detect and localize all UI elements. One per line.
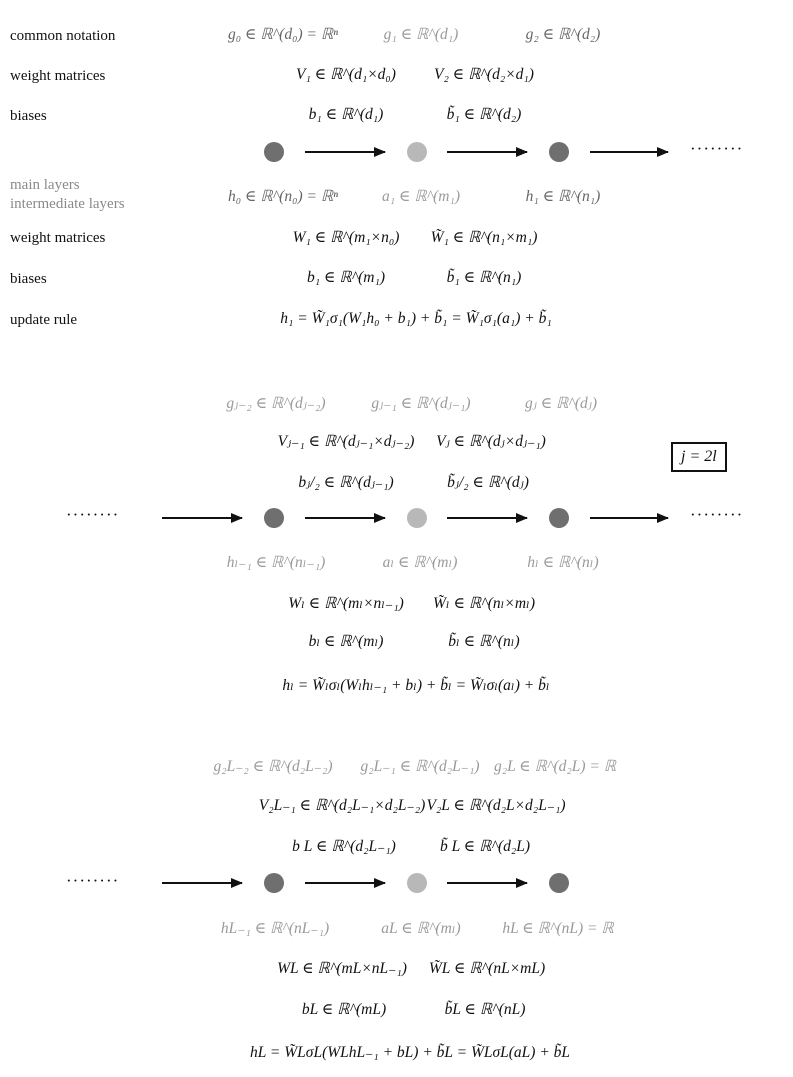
label-biases-2: biases bbox=[10, 271, 47, 287]
s3-h-L: hL ∈ ℝ^(nL) = ℝ bbox=[502, 920, 614, 937]
s1-h0: h₀ ∈ ℝ^(n₀) = ℝⁿ bbox=[227, 188, 339, 205]
s1-b1-tilde: b̃₁ ∈ ℝ^(d₂) bbox=[446, 106, 522, 123]
s3-a-L: aL ∈ ℝ^(mₗ) bbox=[381, 920, 461, 937]
s3-b-L-tilde-n: b̃L ∈ ℝ^(nL) bbox=[444, 1001, 526, 1018]
s2-h-lm1: hₗ₋₁ ∈ ℝ^(nₗ₋₁) bbox=[226, 554, 326, 571]
s2-w-l-tilde: W̃ₗ ∈ ℝ^(nₗ×mₗ) bbox=[433, 595, 535, 612]
label-intermediate-layers: intermediate layers bbox=[10, 196, 125, 212]
s3-b-L-m: bL ∈ ℝ^(mL) bbox=[301, 1001, 387, 1018]
s2-b-l: bₗ ∈ ℝ^(mₗ) bbox=[308, 633, 384, 650]
ellipsis-left-3: ········ bbox=[66, 871, 120, 890]
s3-g-2lm2: g₂L₋₂ ∈ ℝ^(d₂L₋₂) bbox=[213, 758, 333, 775]
s3-g-2l: g₂L ∈ ℝ^(d₂L) = ℝ bbox=[493, 758, 617, 775]
label-weight-matrices-1: weight matrices bbox=[10, 68, 106, 84]
label-update-rule: update rule bbox=[10, 312, 78, 328]
s1-w1: W₁ ∈ ℝ^(m₁×n₀) bbox=[292, 229, 400, 246]
node-main-3a bbox=[264, 873, 284, 893]
s2-b-l-tilde: b̃ₗ ∈ ℝ^(nₗ) bbox=[448, 633, 520, 650]
label-biases-1: biases bbox=[10, 108, 47, 124]
node-main-1a bbox=[264, 142, 284, 162]
s1-b1: b₁ ∈ ℝ^(d₁) bbox=[308, 106, 384, 123]
s1-a1: a₁ ∈ ℝ^(m₁) bbox=[381, 188, 461, 205]
s3-v-2lm1: V₂L₋₁ ∈ ℝ^(d₂L₋₁×d₂L₋₂) bbox=[258, 797, 426, 814]
s2-v-j: Vⱼ ∈ ℝ^(dⱼ×dⱼ₋₁) bbox=[436, 433, 546, 450]
s2-h-l: hₗ ∈ ℝ^(nₗ) bbox=[527, 554, 599, 571]
s3-v-2l: V₂L ∈ ℝ^(d₂L×d₂L₋₁) bbox=[426, 797, 566, 814]
node-main-3b bbox=[549, 873, 569, 893]
node-main-2a bbox=[264, 508, 284, 528]
j-equals-2l-box: j = 2l bbox=[671, 442, 727, 472]
ellipsis-left-2: ········ bbox=[66, 505, 120, 524]
s2-g-j: gⱼ ∈ ℝ^(dⱼ) bbox=[524, 395, 598, 412]
node-intermediate-1 bbox=[407, 142, 427, 162]
s2-a-l: aₗ ∈ ℝ^(mₗ) bbox=[382, 554, 458, 571]
s1-update-rule: h₁ = W̃₁σ₁(W₁h₀ + b₁) + b̃₁ = W̃₁σ₁(a₁) + b̃₁ bbox=[280, 310, 552, 327]
s2-v-jm1: Vⱼ₋₁ ∈ ℝ^(dⱼ₋₁×dⱼ₋₂) bbox=[277, 433, 415, 450]
s1-g1: g₁ ∈ ℝ^(d₁) bbox=[383, 26, 459, 43]
s1-w1-tilde: W̃₁ ∈ ℝ^(n₁×m₁) bbox=[430, 229, 538, 246]
node-main-2b bbox=[549, 508, 569, 528]
node-intermediate-2 bbox=[407, 508, 427, 528]
s1-g2: g₂ ∈ ℝ^(d₂) bbox=[525, 26, 601, 43]
s2-w-l: Wₗ ∈ ℝ^(mₗ×nₗ₋₁) bbox=[288, 595, 404, 612]
s1-b1-m: b₁ ∈ ℝ^(m₁) bbox=[306, 269, 386, 286]
ellipsis-right-1: ········ bbox=[690, 139, 744, 158]
s3-h-Lm1: hL₋₁ ∈ ℝ^(nL₋₁) bbox=[220, 920, 330, 937]
label-main-layers: main layers bbox=[10, 177, 80, 193]
node-intermediate-3 bbox=[407, 873, 427, 893]
node-main-1b bbox=[549, 142, 569, 162]
label-common-notation: common notation bbox=[10, 28, 116, 44]
s2-update-rule: hₗ = W̃ₗσₗ(Wₗhₗ₋₁ + bₗ) + b̃ₗ = W̃ₗσₗ(aₗ) + b̃ₗ bbox=[282, 677, 550, 694]
s2-b-jhalf: bⱼ/₂ ∈ ℝ^(dⱼ₋₁) bbox=[298, 474, 394, 491]
s1-v2: V₂ ∈ ℝ^(d₂×d₁) bbox=[434, 66, 534, 83]
s1-b1-tilde-n: b̃₁ ∈ ℝ^(n₁) bbox=[446, 269, 522, 286]
ellipsis-right-2: ········ bbox=[690, 505, 744, 524]
s3-b-L: b L ∈ ℝ^(d₂L₋₁) bbox=[292, 838, 396, 855]
s3-w-L: WL ∈ ℝ^(mL×nL₋₁) bbox=[277, 960, 407, 977]
s1-v1: V₁ ∈ ℝ^(d₁×d₀) bbox=[296, 66, 396, 83]
label-weight-matrices-2: weight matrices bbox=[10, 230, 106, 246]
s2-g-jm2: gⱼ₋₂ ∈ ℝ^(dⱼ₋₂) bbox=[226, 395, 326, 412]
s2-g-jm1: gⱼ₋₁ ∈ ℝ^(dⱼ₋₁) bbox=[371, 395, 471, 412]
s3-w-L-tilde: W̃L ∈ ℝ^(nL×mL) bbox=[428, 960, 546, 977]
s3-b-L-tilde: b̃ L ∈ ℝ^(d₂L) bbox=[439, 838, 531, 855]
s3-g-2lm1: g₂L₋₁ ∈ ℝ^(d₂L₋₁) bbox=[360, 758, 480, 775]
s3-update-rule: hL = W̃LσL(WLhL₋₁ + bL) + b̃L = W̃LσL(aL) + b̃L bbox=[249, 1044, 571, 1061]
s1-h1: h₁ ∈ ℝ^(n₁) bbox=[525, 188, 601, 205]
s2-b-jhalf-tilde: b̃ⱼ/₂ ∈ ℝ^(dⱼ) bbox=[447, 474, 529, 491]
s1-g0: g₀ ∈ ℝ^(d₀) = ℝⁿ bbox=[227, 26, 339, 43]
